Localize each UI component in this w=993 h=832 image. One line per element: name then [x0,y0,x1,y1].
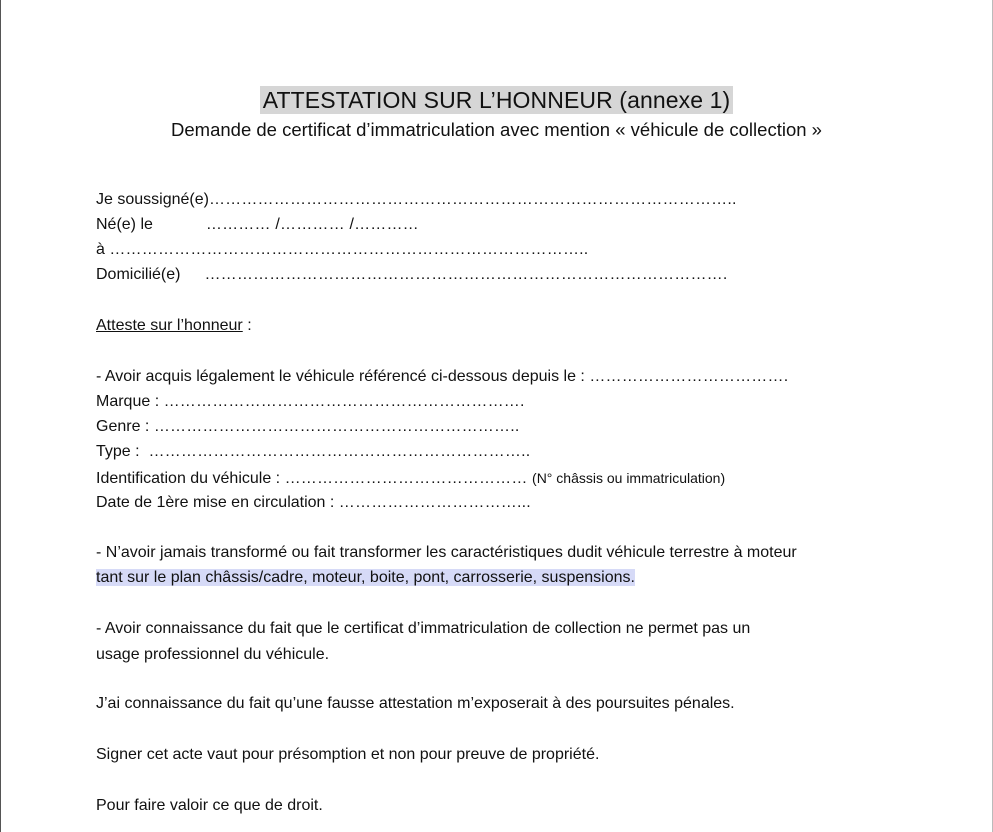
soussigne-line [96,189,737,211]
type-dots: …………………………………………………………….. [148,443,531,460]
lieu-dots: …………………………………………………………………………….. [109,241,589,258]
acquis-dots: ………………………………. [589,368,789,385]
naissance-label: Né(e) le [96,216,153,233]
soussigne-dots: …………………………………………………………………………………….. [208,191,737,208]
title-container [0,86,993,114]
valoir-line: Pour faire valoir ce que de droit. [96,797,323,814]
date-line [96,492,531,514]
highlighted-text: tant sur le plan châssis/cadre, moteur, boite, pont, carrosserie, suspensions. [96,569,635,586]
transform-line-1: - N’avoir jamais transformé ou fait transformer les caractéristiques dudit véhicule terrestre à moteur [96,544,797,561]
genre-label: Genre : [96,418,150,435]
transform-line-2 [96,567,635,589]
identification-dots: ……………………………………… [284,470,528,487]
identification-line [96,467,725,490]
atteste-heading: Atteste sur l’honneur [96,317,243,334]
naissance-dots: ………… /………… /………… [205,216,419,233]
soussigne-label: Je soussigné(e) [96,191,209,208]
type-label: Type : [96,443,140,460]
identification-note: (N° châssis ou immatriculation) [532,470,726,486]
atteste-heading-line [96,315,252,337]
domicile-dots: ……………………………………………………………………………………. [204,266,728,283]
marque-dots: …………………………………………………………. [163,393,525,410]
connaissance-line-2: usage professionnel du véhicule. [96,646,330,663]
naissance-line [96,214,419,236]
atteste-colon: : [242,317,252,334]
acquis-text: - Avoir acquis légalement le véhicule référencé ci-dessous depuis le : [96,368,585,385]
type-line [96,441,530,463]
genre-dots: ………………………………………………………….. [153,418,520,435]
domicile-line [96,264,728,286]
signer-line: Signer cet acte vaut pour présomption et non pour preuve de propriété. [96,746,600,763]
identification-label: Identification du véhicule : [96,470,281,487]
document-subtitle: Demande de certificat d’immatriculation avec mention « véhicule de collection » [171,119,822,140]
lieu-label: à [96,241,105,258]
marque-line [96,391,525,413]
fausse-attestation-line: J’ai connaissance du fait qu’une fausse attestation m’exposerait à des poursuites pénales. [96,695,735,712]
marque-label: Marque : [96,393,160,410]
domicile-label: Domicilié(e) [96,266,181,283]
connaissance-line-1: - Avoir connaissance du fait que le certificat d’immatriculation de collection ne permet pas un [96,620,751,637]
document-title: ATTESTATION SUR L’HONNEUR (annexe 1) [260,86,734,114]
acquis-line [96,366,788,388]
lieu-line [96,239,588,261]
date-dots: ……………………………... [338,494,531,511]
date-label: Date de 1ère mise en circulation : [96,494,335,511]
genre-line [96,416,520,438]
